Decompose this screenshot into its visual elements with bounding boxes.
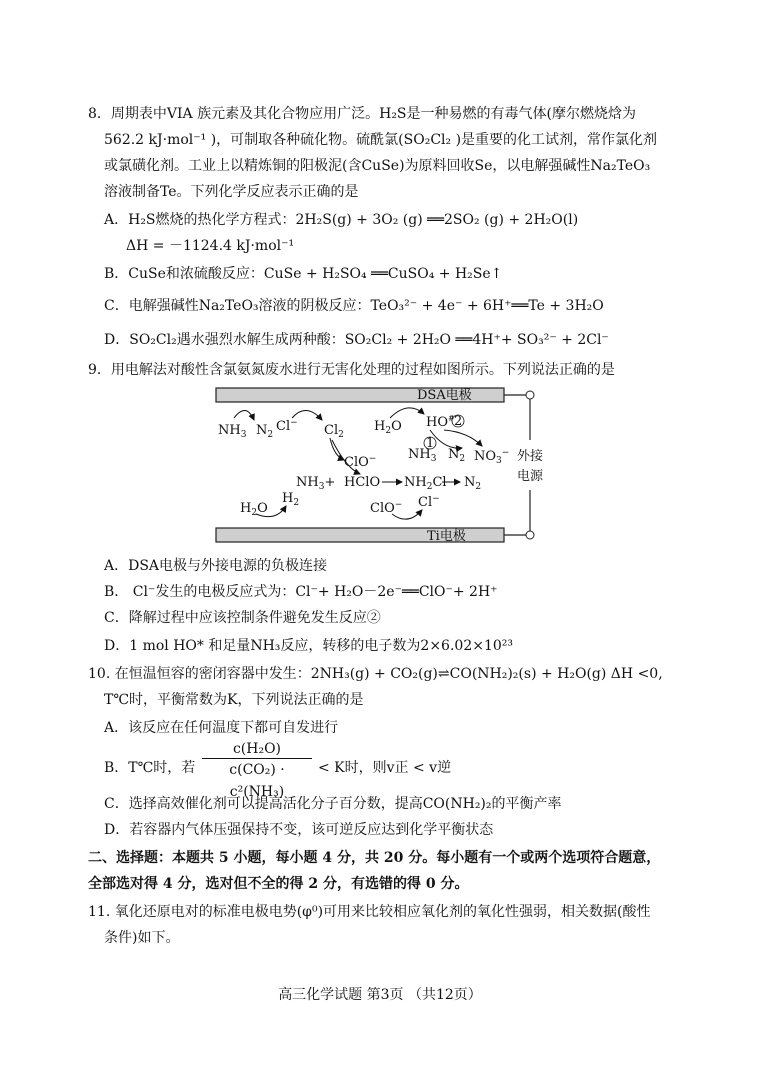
q9-option-d: D．1 mol HO* 和足量NH₃反应，转移的电子数为2×6.02×10²³ (104, 638, 514, 654)
q8-option-d: D．SO₂Cl₂遇水强烈水解生成两种酸：SO₂Cl₂ + 2H₂O ══4H⁺+ SO₃²⁻ + 2Cl⁻ (104, 332, 609, 348)
q8-stem-line4: 溶液制备Te。下列化学反应表示正确的是 (104, 184, 359, 200)
page-footer: 高三化学试题 第3页 （共12页） (278, 987, 482, 1003)
species-ho-radical: HO# (426, 414, 455, 430)
q10-option-b-prefix: B．T℃时，若 (104, 760, 196, 776)
species-n2-mid: $N_2$ (464, 475, 482, 492)
species-nh3-right: $NH_3$ (408, 447, 437, 464)
q8-option-a-line1: A．H₂S燃烧的热化学方程式：2H₂S(g) + 3O₂ (g) ══2SO₂ (g) + 2H₂O(l) (104, 212, 579, 228)
q8-option-b: B．CuSe和浓硫酸反应：CuSe + H₂SO₄ ══CuSO₄ + H₂Se↑ (104, 266, 503, 282)
q8-stem-line3: 或氯磺化剂。工业上以精炼铜的阳极泥(含CuSe)为原料回收Se，以电解强碱性Na₂TeO₃ (104, 158, 651, 174)
terminal-top (526, 391, 534, 399)
q11-line1: 11. 氧化还原电对的标准电极电势(φ⁰)可用来比较相应氧化剂的氧化性强弱，相关数据(酸性 (88, 904, 651, 920)
q9-option-c: C．降解过程中应该控制条件避免发生反应② (104, 610, 381, 626)
q11-line2: 条件)如下。 (104, 930, 180, 946)
section2-line1: 二、选择题：本题共 5 小题，每小题 4 分，共 20 分。每小题有一个或两个选项符合题意， (88, 850, 661, 866)
q8-stem-line1: 8．周期表中VIA 族元素及其化合物应用广泛。H₂S是一种易燃的有毒气体(摩尔燃烧焓为 (88, 106, 636, 122)
species-no3: $NO_3^-$ (474, 448, 510, 466)
species-nh2cl: $NH_2Cl$ (404, 475, 447, 492)
q10-option-b-suffix: < K时，则v正 < v逆 (318, 760, 452, 776)
species-clo-mid: ClO− (344, 454, 377, 470)
arrow-clo-cl (392, 510, 422, 519)
species-h2: $H_2$ (282, 491, 300, 508)
reaction-1-marker: 1 (426, 436, 435, 451)
q8-option-a-line2: ΔH = －1124.4 kJ·mol⁻¹ (126, 238, 295, 254)
fraction-denominator: c(CO₂) · c²(NH₃) (229, 762, 285, 800)
terminal-bottom (526, 531, 534, 539)
section2-line2: 全部选对得 4 分，选对但不全的得 2 分，有选错的得 0 分。 (88, 876, 469, 892)
q9-stem: 9．用电解法对酸性含氯氨氮废水进行无害化处理的过程如图所示。下列说法正确的是 (88, 362, 615, 378)
species-cl-minus: Cl− (276, 418, 298, 434)
power-label-1: 外接 (517, 449, 544, 464)
q9-option-b: B． Cl⁻发生的电极反应式为：Cl⁻+ H₂O－2e⁻══ClO⁻+ 2H⁺ (104, 584, 498, 600)
q10-stem-line1: 10. 在恒温恒容的密闭容器中发生：2NH₃(g) + CO₂(g)⇌CO(NH₂)₂(s) + H₂O(g) ΔH <0, (88, 666, 663, 682)
species-cl-bottom: Cl− (418, 494, 440, 510)
species-h2o-bottom: $H_2O$ (240, 501, 268, 518)
ti-electrode-label: Ti电极 (427, 529, 466, 544)
q8-option-c: C．电解强碱性Na₂TeO₃溶液的阴极反应：TeO₃²⁻ + 4e⁻ + 6H⁺══Te + 3H₂O (104, 298, 604, 314)
arrow-h2o-ho (390, 408, 424, 418)
q10-option-c: C．选择高效催化剂可以提高活化分子百分数，提高CO(NH₂)₂的平衡产率 (104, 796, 562, 812)
reaction-2-marker: 2 (454, 414, 463, 429)
species-cl2: $Cl_2$ (324, 423, 344, 440)
arrow-nh3-n2 (234, 410, 254, 420)
species-nh3-top: $NH_3$ (218, 423, 247, 440)
q9-option-a: A．DSA电极与外接电源的负极连接 (104, 558, 328, 574)
q10-option-a: A．该反应在任何温度下都可自发进行 (104, 720, 339, 736)
dsa-electrode-label: DSA电极 (417, 388, 472, 403)
q10-option-d: D．若容器内气体压强保持不变，该可逆反应达到化学平衡状态 (104, 822, 494, 838)
species-n2-right: $N_2$ (448, 447, 466, 464)
species-h2o-top: $H_2O$ (374, 419, 402, 436)
power-label-2: 电源 (517, 469, 544, 484)
arrow-reaction-2 (444, 430, 482, 446)
fraction-numerator: c(H₂O) (202, 740, 312, 759)
species-clo-bottom: ClO− (370, 500, 403, 516)
species-nh3-plus: $NH_3+$ (296, 475, 336, 492)
species-hclo: HClO (344, 475, 381, 490)
species-n2-top: $N_2$ (256, 423, 274, 440)
electrolysis-diagram (212, 384, 552, 550)
q10-stem-line2: T℃时，平衡常数为K，下列说法正确的是 (104, 692, 364, 708)
q8-stem-line2: 562.2 kJ·mol⁻¹ )，可制取各种硫化物。硫酰氯(SO₂Cl₂ )是重要的化工试剂，常作氯化剂 (104, 132, 658, 148)
